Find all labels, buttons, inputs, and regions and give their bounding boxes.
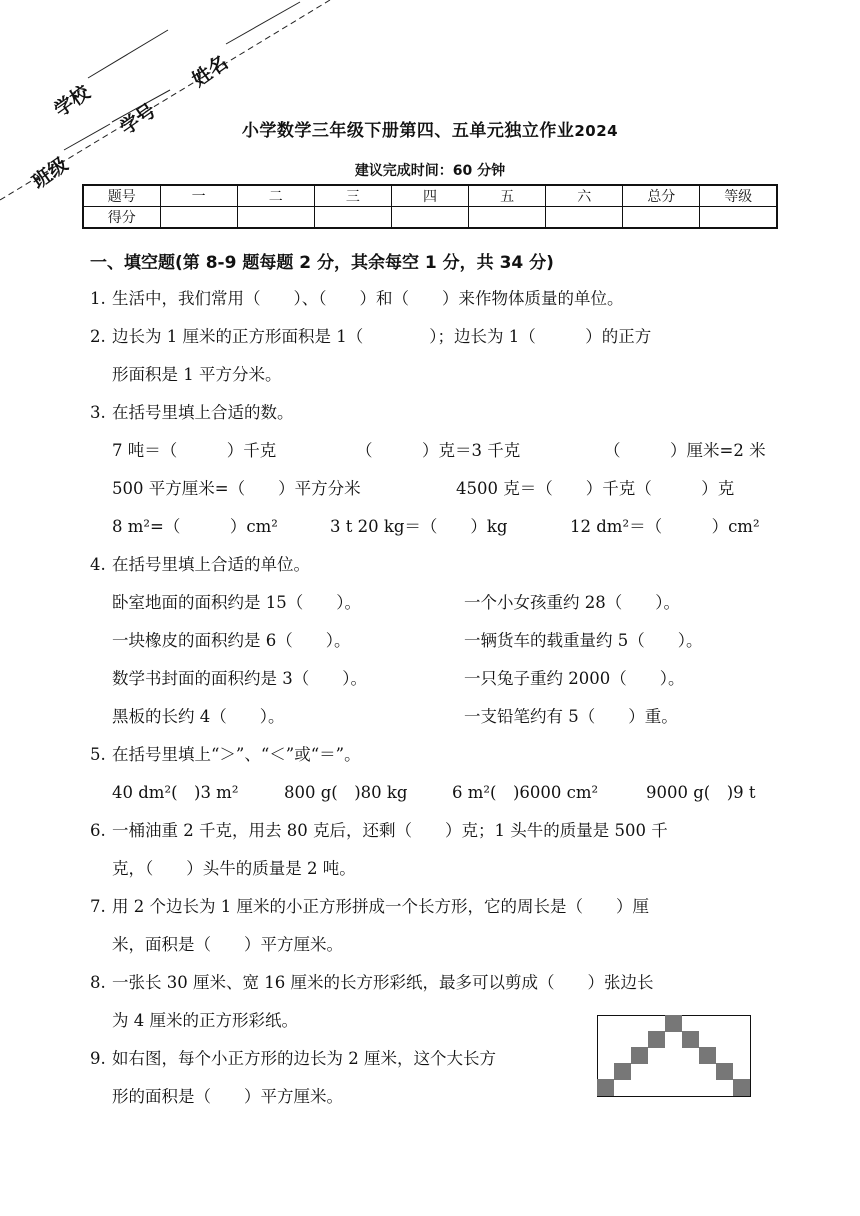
score-cell: 一	[160, 185, 237, 207]
question-number: 5.	[90, 745, 106, 764]
score-cell: 三	[314, 185, 391, 207]
question-number: 2.	[90, 327, 106, 346]
score-input-cell[interactable]	[391, 207, 468, 229]
score-input-cell[interactable]	[700, 207, 777, 229]
q4-item: 一支铅笔约有 5（ ）重。	[464, 707, 678, 726]
q3-item: （ ）克＝3 千克	[356, 441, 521, 460]
score-input-cell[interactable]	[160, 207, 237, 229]
score-cell: 二	[237, 185, 314, 207]
score-cell: 六	[546, 185, 623, 207]
score-cell: 总分	[623, 185, 700, 207]
school-underline	[88, 30, 168, 78]
question-number: 8.	[90, 973, 106, 992]
question-number: 1.	[90, 289, 106, 308]
q3-item: 8 m²=（ ）cm²	[112, 517, 278, 536]
question-7-cont: 米，面积是（ ）平方厘米。	[112, 935, 343, 954]
question-8	[90, 972, 653, 994]
staircase-figure	[597, 1015, 751, 1097]
grid-square	[665, 1015, 682, 1032]
student-id-label: 学号	[116, 99, 161, 140]
question-6-cont: 克，（ ）头牛的质量是 2 吨。	[112, 859, 356, 878]
question-number: 9.	[90, 1049, 106, 1068]
q5-item: 6 m²( )6000 cm²	[452, 783, 599, 802]
q4-item: 黑板的长约 4（ ）。	[112, 707, 285, 726]
q4-item: 一辆货车的载重量约 5（ ）。	[464, 631, 703, 650]
grid-square	[699, 1047, 716, 1064]
question-text: 一桶油重 2 千克，用去 80 克后，还剩（ ）克；1 头牛的质量是 500 千	[112, 821, 668, 840]
q3-item: 4500 克＝（ ）千克（ ）克	[456, 479, 735, 498]
question-8-cont: 为 4 厘米的正方形彩纸。	[112, 1011, 298, 1030]
q3-item: 500 平方厘米=（ ）平方分米	[112, 479, 361, 498]
grid-square	[597, 1079, 614, 1096]
score-cell: 题号	[83, 185, 160, 207]
question-2-cont: 形面积是 1 平方分米。	[112, 365, 282, 384]
question-number: 4.	[90, 555, 106, 574]
score-input-cell[interactable]	[314, 207, 391, 229]
grid-square	[682, 1031, 699, 1048]
question-3	[90, 402, 294, 424]
score-cell: 等级	[700, 185, 777, 207]
class-label: 班级	[28, 153, 73, 194]
grid-square	[716, 1063, 733, 1080]
question-text: 在括号里填上合适的单位。	[112, 555, 310, 574]
score-cell: 得分	[83, 207, 160, 229]
score-input-cell[interactable]	[546, 207, 623, 229]
question-text: 在括号里填上合适的数。	[112, 403, 294, 422]
name-underline	[226, 2, 300, 44]
question-text: 在括号里填上“＞”、“＜”或“＝”。	[112, 745, 361, 764]
question-number: 6.	[90, 821, 106, 840]
q4-item: 一只兔子重约 2000（ ）。	[464, 669, 685, 688]
title-year: 2024	[574, 122, 619, 140]
question-number: 3.	[90, 403, 106, 422]
name-label: 姓名	[188, 51, 233, 92]
q4-item: 一块橡皮的面积约是 6（ ）。	[112, 631, 351, 650]
page-title	[0, 116, 860, 141]
question-text: 边长为 1 厘米的正方形面积是 1（ ）；边长为 1（ ）的正方	[112, 327, 652, 346]
q4-item: 数学书封面的面积约是 3（ ）。	[112, 669, 367, 688]
grid-square	[648, 1031, 665, 1048]
question-7	[90, 896, 649, 918]
score-cell: 四	[391, 185, 468, 207]
q5-item: 40 dm²( )3 m²	[112, 783, 239, 802]
q3-item: 7 吨＝（ ）千克	[112, 441, 277, 460]
grid-square	[733, 1079, 750, 1096]
question-9	[90, 1048, 496, 1070]
score-cell: 五	[469, 185, 546, 207]
score-table	[82, 184, 778, 229]
score-table-score-row	[83, 207, 777, 229]
q5-item: 9000 g( )9 t	[646, 783, 756, 802]
grid-square	[631, 1047, 648, 1064]
score-input-cell[interactable]	[469, 207, 546, 229]
question-text: 用 2 个边长为 1 厘米的小正方形拼成一个长方形，它的周长是（ ）厘	[112, 897, 649, 916]
score-input-cell[interactable]	[237, 207, 314, 229]
q3-item: 12 dm²＝（ ）cm²	[570, 517, 760, 536]
school-label: 学校	[50, 81, 95, 122]
q4-item: 卧室地面的面积约是 15（ ）。	[112, 593, 361, 612]
question-1	[90, 288, 624, 310]
question-number: 7.	[90, 897, 106, 916]
q3-item: 3 t 20 kg＝（ ）kg	[330, 517, 508, 536]
score-table-header-row	[83, 185, 777, 207]
q5-item: 800 g( )80 kg	[284, 783, 408, 802]
section-title: 一、填空题(第 8-9 题每题 2 分，其余每空 1 分，共 34 分)	[90, 253, 554, 273]
question-5	[90, 744, 361, 766]
title-text: 小学数学三年级下册第四、五单元独立作业	[241, 121, 575, 141]
question-9-cont: 形的面积是（ ）平方厘米。	[112, 1087, 343, 1106]
score-input-cell[interactable]	[623, 207, 700, 229]
suggested-time: 建议完成时间：60 分钟	[354, 163, 506, 179]
question-6	[90, 820, 668, 842]
question-text: 如右图，每个小正方形的边长为 2 厘米，这个大长方	[112, 1049, 496, 1068]
grid-square	[614, 1063, 631, 1080]
q3-item: （ ）厘米=2 米	[604, 441, 766, 460]
question-text: 生活中，我们常用（ ）、（ ）和（ ）来作物体质量的单位。	[112, 289, 624, 308]
grey-squares	[597, 1015, 750, 1096]
question-4	[90, 554, 310, 576]
question-2	[90, 326, 651, 348]
question-text: 一张长 30 厘米、宽 16 厘米的长方形彩纸，最多可以剪成（ ）张边长	[112, 973, 654, 992]
q4-item: 一个小女孩重约 28（ ）。	[464, 593, 680, 612]
